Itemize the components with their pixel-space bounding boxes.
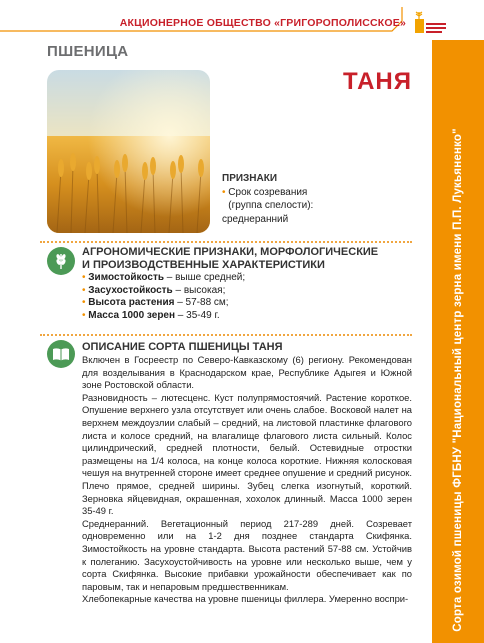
variety-name: ТАНЯ bbox=[342, 68, 412, 95]
signs-item-label: Срок созревания (группа спелости): bbox=[228, 186, 314, 211]
sidebar-band bbox=[432, 40, 484, 643]
bullet-icon: • bbox=[82, 284, 86, 296]
description-paragraph: Среднеранний. Вегетационный период 217-289 дней. Созревает одновременно или на 1-2 дня позднее стандарта Скифянка. Зимостойкость на уровне стандарта. Высота растений 57-88 см. Устойчив к полеганию. Засухоустойчивость на уровне или несколько выше, чем у сорта Скифянка. Высокие прибавки урожайности обеспечивает как по паровым, так и непаровым предшественникам. bbox=[82, 517, 412, 592]
company-name: АКЦИОНЕРНОЕ ОБЩЕСТВО «ГРИГОРОПОЛИССКОЕ» bbox=[119, 17, 406, 29]
description-paragraph: Разновидность – лютесценс. Куст полупрямостоячий. Растение короткое. Опушение верхнего узла отсутствует или очень слабое. Восковой налет на верхнем междоузлии слабый – средний, на листовой пластинке флагового листа и колосе средний, на влагалище флагового листа сильный. Колос цилиндрический, средней плотности, белый. Остевидные отростки размещены на 1/4 колоса, на конце колоса короткие. Нижняя колосковая чешуя на внутренней стороне имеет среднее опушение и средний рисунок. Плечо прямое, средней ширины. Зубец слегка изогнутый, короткий. Зерновка яйцевидная, окрашенная, хохолок длинный. Масса 1000 зерен 35-49 г. bbox=[82, 391, 413, 517]
agro-item-label: Зимостойкость bbox=[88, 272, 164, 283]
agro-block bbox=[82, 246, 412, 322]
agro-item-value: – 35-49 г. bbox=[175, 309, 220, 321]
agro-item bbox=[82, 285, 412, 298]
sidebar-caption: Сорта озимой пшеницы ФГБНУ "Национальный центр зерна имени П.П. Лукьяненко" bbox=[452, 128, 464, 632]
agro-item-value: – выше средней; bbox=[164, 272, 246, 283]
signs-title: ПРИЗНАКИ bbox=[222, 173, 278, 184]
agro-item-label: Масса 1000 зерен bbox=[88, 309, 176, 321]
bullet-icon: • bbox=[82, 297, 86, 309]
description-title: ОПИСАНИЕ СОРТА ПШЕНИЦЫ ТАНЯ bbox=[82, 341, 283, 353]
bullet-icon: • bbox=[82, 272, 86, 283]
book-icon bbox=[47, 340, 75, 368]
signs-block bbox=[222, 172, 340, 226]
agro-item-label: Высота растения bbox=[88, 297, 175, 309]
bullet-icon: • bbox=[222, 186, 226, 198]
agro-item bbox=[82, 297, 412, 310]
agro-item-value: – высокая; bbox=[172, 284, 226, 296]
section-title: ПШЕНИЦА bbox=[47, 43, 129, 60]
divider bbox=[40, 334, 412, 336]
agro-item-value: – 57-88 см; bbox=[174, 297, 229, 309]
agro-item bbox=[82, 272, 412, 285]
wheat-icon bbox=[47, 247, 75, 275]
divider bbox=[40, 241, 412, 243]
company-logo bbox=[414, 10, 448, 38]
description-paragraph: Включен в Госреестр по Северо-Кавказскому (6) региону. Рекомендован для возделывания в Краснодарском крае, Республике Адыгея и Южной зоне Ростовской области. bbox=[82, 354, 412, 391]
wheat-field-photo bbox=[47, 70, 210, 233]
signs-item-value: среднеранний bbox=[222, 213, 289, 225]
description-block bbox=[82, 341, 412, 606]
agro-title-line1: АГРОНОМИЧЕСКИЕ ПРИЗНАКИ, МОРФОЛОГИЧЕСКИЕ bbox=[82, 246, 379, 258]
bullet-icon: • bbox=[82, 309, 86, 321]
signs-item bbox=[222, 186, 340, 213]
agro-title-line2: И ПРОИЗВОДСТВЕННЫЕ ХАРАКТЕРИСТИКИ bbox=[82, 259, 325, 271]
description-paragraph: Хлебопекарные качества на уровне пшеницы филлера. Умеренно воспри- bbox=[82, 593, 409, 605]
agro-item bbox=[82, 310, 412, 323]
agro-item-label: Засухостойкость bbox=[88, 284, 173, 296]
